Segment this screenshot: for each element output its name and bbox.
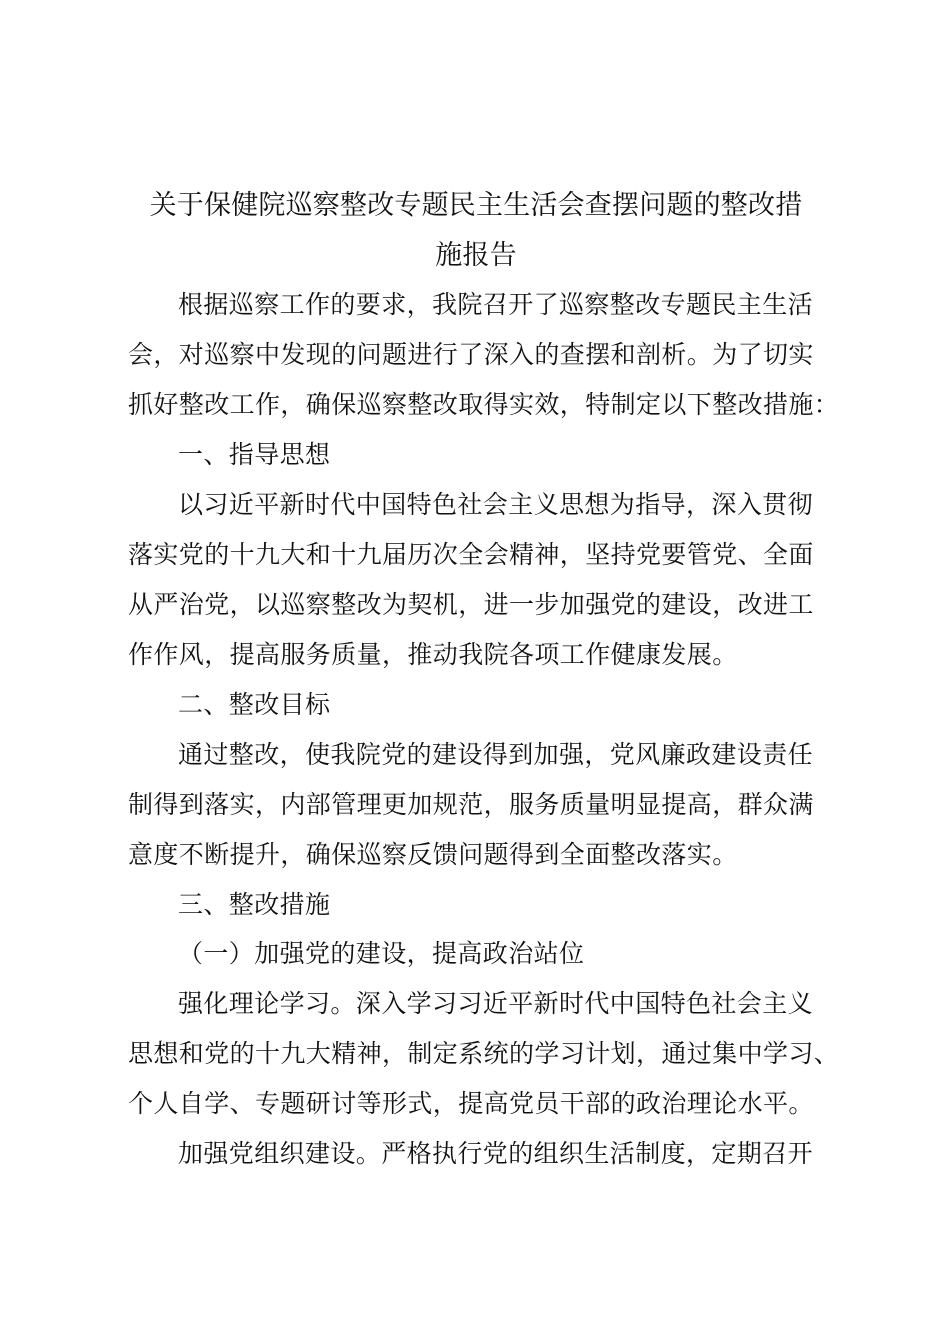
section-heading: 一、指导思想 xyxy=(178,440,331,469)
paragraph-line: 意度不断提升，确保巡察反馈问题得到全面整改落实。 xyxy=(128,840,738,869)
paragraph-line: 加强党组织建设。严格执行党的组织生活制度，定期召开 xyxy=(178,1139,814,1168)
paragraph-line: 从严治党，以巡察整改为契机，进一步加强党的建设，改进工 xyxy=(128,590,814,619)
paragraph-line: 落实党的十九大和十九届历次全会精神，坚持党要管党、全面 xyxy=(128,540,814,569)
paragraph-line: 抓好整改工作，确保巡察整改取得实效，特制定以下整改措施： xyxy=(128,390,840,419)
document-title-line-2: 施报告 xyxy=(435,240,517,271)
paragraph-line: 个人自学、专题研讨等形式，提高党员干部的政治理论水平。 xyxy=(128,1089,814,1118)
paragraph-line: 通过整改，使我院党的建设得到加强，党风廉政建设责任 xyxy=(178,740,814,769)
paragraph-line: 会，对巡察中发现的问题进行了深入的查摆和剖析。为了切实 xyxy=(128,340,814,369)
subsection-heading: （一）加强党的建设，提高政治站位 xyxy=(178,939,585,968)
paragraph-line: 强化理论学习。深入学习习近平新时代中国特色社会主义 xyxy=(178,989,814,1018)
paragraph-line: 根据巡察工作的要求，我院召开了巡察整改专题民主生活 xyxy=(178,290,814,319)
section-heading: 三、整改措施 xyxy=(178,890,331,919)
paragraph-line: 以习近平新时代中国特色社会主义思想为指导，深入贯彻 xyxy=(178,490,814,519)
document-title-line-1: 关于保健院巡察整改专题民主生活会查摆问题的整改措 xyxy=(149,190,803,221)
paragraph-line: 作作风，提高服务质量，推动我院各项工作健康发展。 xyxy=(128,640,738,669)
paragraph-line: 制得到落实，内部管理更加规范，服务质量明显提高，群众满 xyxy=(128,790,814,819)
section-heading: 二、整改目标 xyxy=(178,690,331,719)
paragraph-line: 思想和党的十九大精神，制定系统的学习计划，通过集中学习、 xyxy=(128,1039,840,1068)
